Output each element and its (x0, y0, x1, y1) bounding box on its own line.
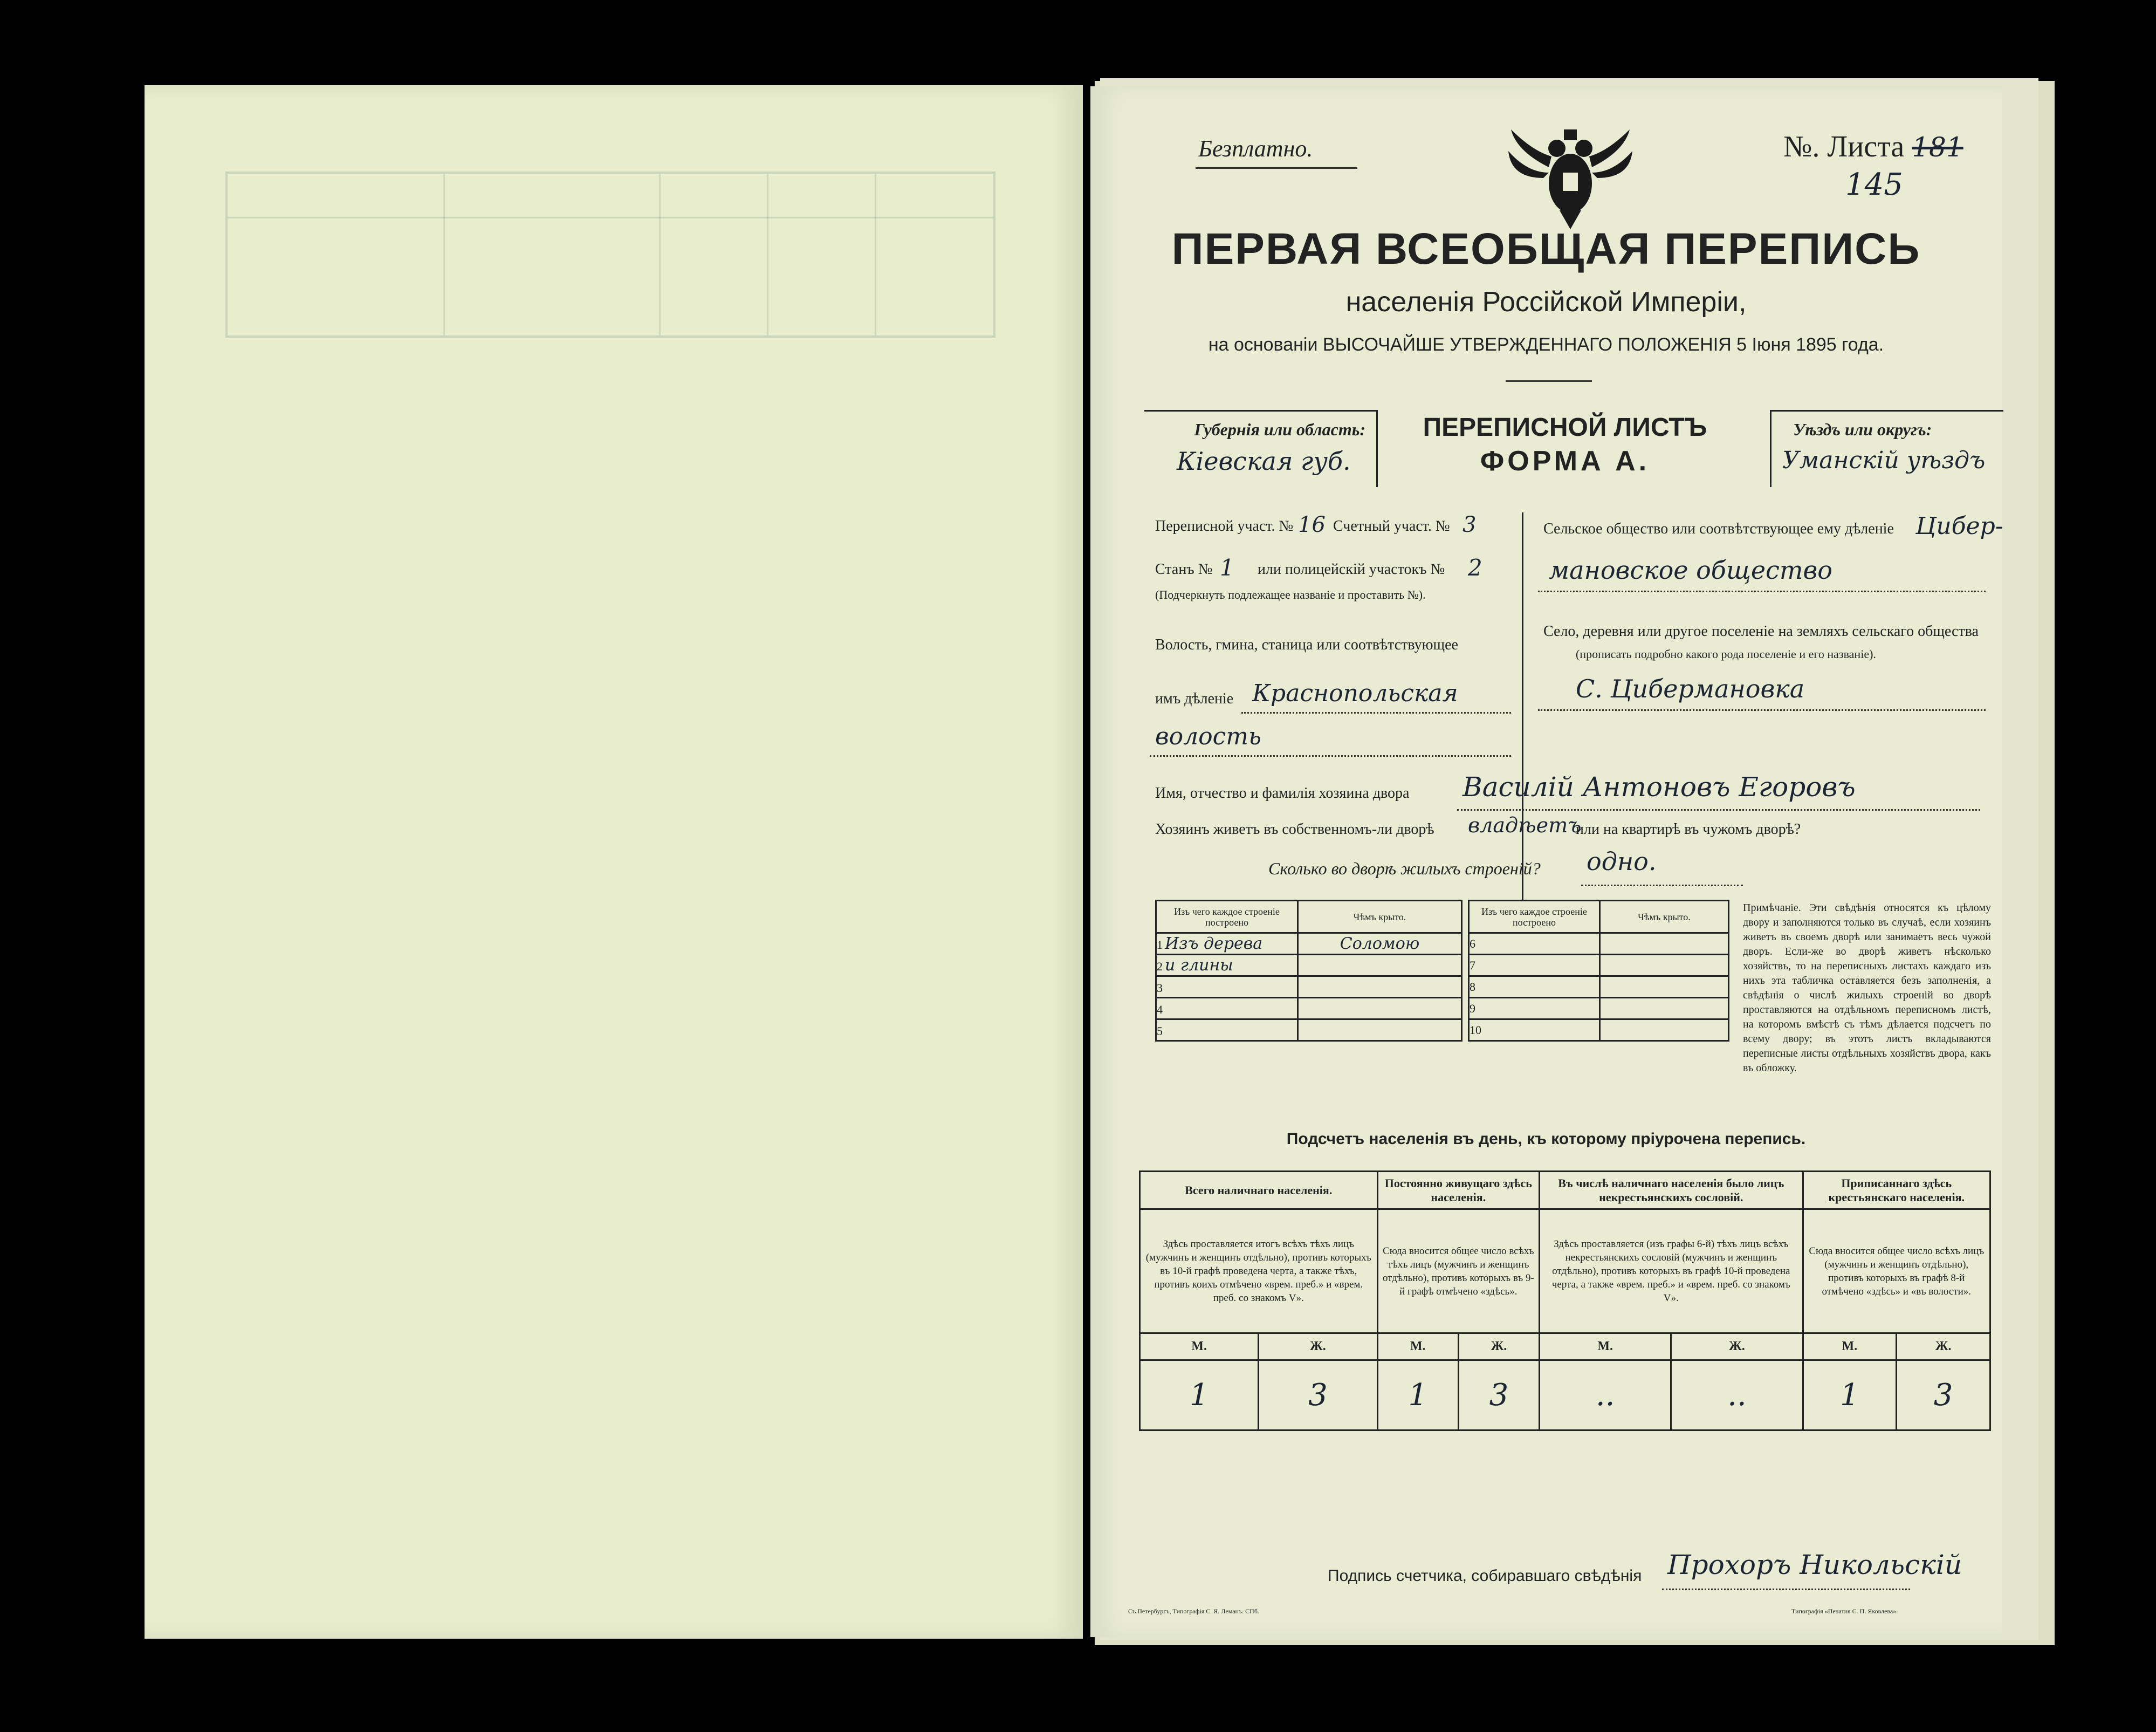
row-number: 2 (1157, 960, 1163, 973)
row-number: 4 (1157, 1003, 1163, 1016)
female-label: Ж. (1458, 1333, 1539, 1360)
page-title: ПЕРВАЯ ВСЕОБЩАЯ ПЕРЕПИСЬ (1171, 224, 1921, 273)
legal-basis: на основаніи ВЫСОЧАЙШЕ УТВЕРЖДЕННАГО ПОЛОЖЕНІЯ 5 Іюня 1895 года. (1208, 334, 1884, 355)
buildings-table-right (1468, 900, 1729, 1042)
buildings-table-left (1155, 900, 1462, 1042)
row-number: 7 (1470, 958, 1475, 972)
male-count: 1 (1803, 1360, 1897, 1430)
owner-lives-value: владѣетъ (1468, 813, 1582, 837)
census-section-label: Переписной участ. № (1155, 518, 1294, 535)
female-count: .. (1671, 1360, 1803, 1430)
left-page (145, 85, 1083, 1639)
female-label: Ж. (1671, 1333, 1803, 1360)
female-count: 3 (1897, 1360, 1990, 1430)
society-value-1: Цибер- (1915, 512, 2003, 540)
population-col-title: Въ числѣ наличнаго населенія было лицъ некрестьянскихъ сословій. (1540, 1172, 1803, 1209)
police-value: 2 (1468, 554, 1482, 581)
volost-value-1: Краснопольская (1252, 680, 1458, 707)
owner-lives-label: Хозяинъ живетъ въ собственномъ-ли дворѣ (1155, 821, 1434, 838)
form-name: ФОРМА А. (1480, 446, 1650, 477)
location-right-box (1533, 512, 2003, 901)
buildings-row (1156, 933, 1462, 955)
show-through-table (225, 172, 995, 338)
free-label: Безплатно. (1198, 135, 1313, 162)
row-material: и глины (1165, 956, 1233, 975)
district-box (1770, 410, 2003, 487)
male-count: 1 (1140, 1360, 1259, 1430)
village-value: С. Цибермановка (1576, 674, 1805, 703)
male-label: М. (1803, 1333, 1897, 1360)
row-number: 5 (1157, 1024, 1163, 1038)
province-value: Кіевская губ. (1177, 447, 1351, 476)
row-number: 1 (1157, 938, 1163, 951)
col-roof-header-2: Чѣмъ крыто. (1600, 901, 1729, 933)
population-col-desc: Здѣсь проставляется (изъ графы 6-й) тѣхъ лицъ всѣхъ некрестьянскихъ сословій (мужчинъ и женщинъ отдѣльно), противъ которыхъ въ графѣ 10-й проведена черта, а также «врем. преб.» и «врем. преб. со знакомъ V». (1540, 1209, 1803, 1333)
stan-value: 1 (1220, 554, 1234, 581)
sheet-number-label: №. Листа 181 (1783, 130, 1963, 163)
male-count: 1 (1377, 1360, 1458, 1430)
signature-value: Прохоръ Никольскій (1667, 1549, 1962, 1580)
buildings-row (1156, 1019, 1462, 1041)
population-col-title: Приписаннаго здѣсь крестьянскаго населенія. (1803, 1172, 1990, 1209)
society-value-2: мановское общество (1549, 556, 1832, 585)
village-note: (прописать подробно какого рода поселеніе и его названіе). (1576, 647, 1876, 661)
male-label: М. (1140, 1333, 1259, 1360)
volost-label-2: имъ дѣленіе (1155, 690, 1234, 707)
owner-name-value: Василій Антоновъ Егоровъ (1462, 771, 1856, 803)
buildings-row (1469, 1019, 1729, 1041)
census-form-page (1090, 86, 2002, 1637)
census-section-value: 16 (1298, 512, 1326, 537)
population-table (1139, 1170, 1991, 1431)
population-col-title: Всего наличнаго населенія. (1140, 1172, 1378, 1209)
buildings-row (1156, 955, 1462, 976)
row-number: 6 (1470, 936, 1475, 950)
population-col-desc: Сюда вносится общее число всѣхъ тѣхъ лицъ (мужчинъ и женщинъ отдѣльно), противъ которыхъ въ 9-й графѣ отмѣчено «здѣсь». (1377, 1209, 1540, 1333)
col-material-header-2: Изъ чего каждое строеніе построено (1469, 901, 1600, 933)
society-label: Сельское общество или соотвѣтствующее ему дѣленіе (1543, 521, 1894, 537)
district-value: Уманскій уѣздъ (1782, 447, 1986, 474)
buildings-row (1469, 933, 1729, 955)
village-label: Село, деревня или другое поселеніе на земляхъ сельскаго общества (1543, 623, 1979, 640)
ornament-divider (1506, 380, 1592, 382)
province-box (1144, 410, 1378, 487)
printer-right: Типографія «Печатня С. П. Яковлева». (1791, 1607, 1898, 1615)
population-heading: Подсчетъ населенія въ день, къ которому пріурочена перепись. (1286, 1130, 1806, 1148)
row-roof: Соломою (1340, 934, 1420, 953)
sheet-number-value: 145 (1845, 167, 1903, 202)
row-material: Изъ дерева (1165, 934, 1263, 953)
male-label: М. (1540, 1333, 1671, 1360)
volost-value-2: волость (1155, 723, 1261, 750)
volost-label: Волость, гмина, станица или соотвѣтствующее (1155, 636, 1458, 653)
count-section-label: Счетный участ. № (1333, 518, 1450, 535)
female-count: 3 (1259, 1360, 1377, 1430)
col-material-header: Изъ чего каждое строеніе построено (1156, 901, 1298, 933)
row-number: 3 (1157, 981, 1163, 995)
buildings-count-label: Сколько во дворѣ жилыхъ строеній? (1268, 859, 1541, 878)
sheet-title: ПЕРЕПИСНОЙ ЛИСТЪ (1423, 413, 1707, 442)
buildings-row (1156, 976, 1462, 998)
buildings-row (1469, 976, 1729, 998)
row-number: 10 (1470, 1023, 1481, 1037)
owner-name-label: Имя, отчество и фамилія хозяина двора (1155, 785, 1410, 802)
population-col-title: Постоянно живущаго здѣсь населенія. (1377, 1172, 1540, 1209)
female-label: Ж. (1897, 1333, 1990, 1360)
population-col-desc: Здѣсь проставляется итогъ всѣхъ тѣхъ лицъ (мужчинъ и женщинъ отдѣльно), противъ которыхъ въ 10-й графѣ проведена черта, а также тѣхъ, противъ коихъ отмѣчено «врем. преб.» и «врем. преб. со знакомъ V». (1140, 1209, 1378, 1333)
printer-left: Съ.Петербургъ, Типографія С. Я. Леманъ. СПб. (1128, 1607, 1259, 1615)
buildings-row (1156, 998, 1462, 1019)
page-subtitle: населенія Россійской Имперіи, (1345, 286, 1747, 318)
row-number: 9 (1470, 1001, 1475, 1015)
double-headed-eagle-icon (1506, 119, 1635, 232)
stan-label: Станъ № (1155, 561, 1213, 578)
police-label: или полицейскій участокъ № (1258, 561, 1445, 578)
female-count: 3 (1458, 1360, 1539, 1430)
province-label: Губернія или область: (1194, 420, 1365, 439)
female-label: Ж. (1259, 1333, 1377, 1360)
signature-label: Подпись счетчика, собиравшаго свѣдѣнія (1328, 1567, 1642, 1585)
male-label: М. (1377, 1333, 1458, 1360)
buildings-note: Примѣчаніе. Эти свѣдѣнія относятся къ цѣлому двору и заполняются только въ случаѣ, если хозяинъ живетъ въ своемъ дворѣ или занимаетъ весь чужой дворъ. Если-же во дворѣ живетъ нѣсколько хозяйствъ, то на переписныхъ листахъ каждаго изъ нихъ эта табличка оставляется безъ заполненія, а свѣдѣнія о числѣ жилыхъ строеній во дворѣ проставляются на отдѣльномъ переписномъ листѣ, на которомъ вмѣстѣ съ тѣмъ дѣлается подсчетъ по всему двору; въ этотъ листъ вкладываются переписные листы отдѣльныхъ хозяйствъ двора, какъ въ обложку. (1743, 902, 1991, 1074)
district-label: Уѣздъ или округъ: (1793, 420, 1932, 439)
col-roof-header: Чѣмъ крыто. (1298, 901, 1462, 933)
owner-lives-label-2: или на квартирѣ въ чужомъ дворѣ? (1576, 821, 1801, 838)
buildings-row (1469, 955, 1729, 976)
count-section-value: 3 (1462, 512, 1477, 537)
buildings-row (1469, 998, 1729, 1019)
sheet-number-crossed: 181 (1912, 132, 1963, 163)
male-count: .. (1540, 1360, 1671, 1430)
population-col-desc: Сюда вносится общее число всѣхъ лицъ (мужчинъ и женщинъ отдѣльно), противъ которыхъ въ графѣ 8-й отмѣчено «здѣсь» и «въ волости». (1803, 1209, 1990, 1333)
underline-note: (Подчеркнуть подлежащее названіе и проставить №). (1155, 588, 1426, 601)
buildings-count-value: одно. (1587, 847, 1657, 876)
row-number: 8 (1470, 980, 1475, 994)
location-left-box (1144, 512, 1523, 901)
